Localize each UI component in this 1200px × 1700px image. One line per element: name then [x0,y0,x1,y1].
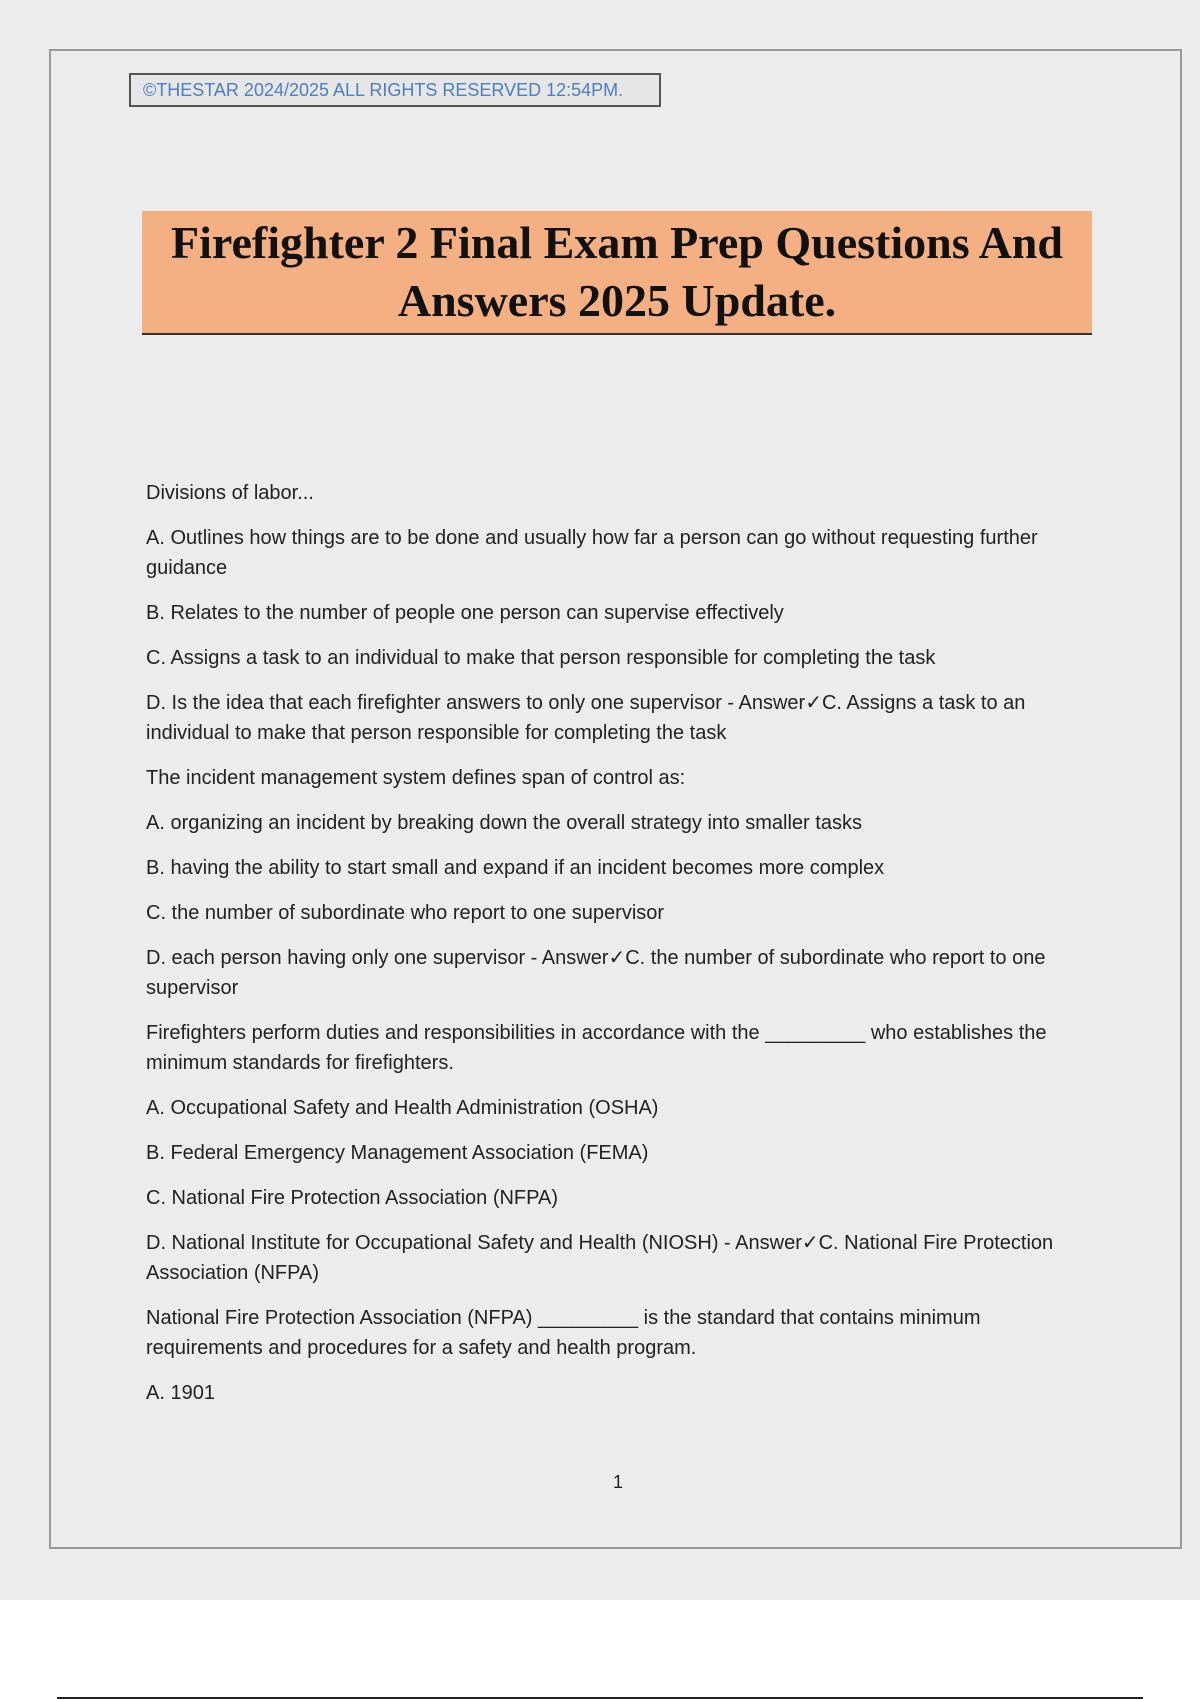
answer-option-with-answer: D. Is the idea that each firefighter answers to only one supervisor - Answer✓C. Assigns a task to an individual to make that person responsible for completing the task [146,692,1026,744]
answer-option: A. Outlines how things are to be done and usually how far a person can go without requesting further guidance [146,527,1038,579]
answer-option-with-answer: D. National Institute for Occupational Safety and Health (NIOSH) - Answer✓C. National Fire Protection Association (NFPA) [146,1232,1054,1284]
answer-option: C. Assigns a task to an individual to make that person responsible for completing the task [146,647,936,669]
question-prompt: Divisions of labor... [146,482,314,504]
answer-option: A. organizing an incident by breaking down the overall strategy into smaller tasks [146,812,862,834]
answer-option: A. 1901 [146,1382,215,1404]
answer-option-with-answer: D. each person having only one supervisor - Answer✓C. the number of subordinate who report to one supervisor [146,947,1046,999]
page-number: 1 [612,1472,623,1492]
answer-option: B. Relates to the number of people one person can supervise effectively [146,602,784,624]
bottom-divider [57,1697,1143,1699]
answer-option: B. Federal Emergency Management Association (FEMA) [146,1142,649,1164]
title-line-2: Answers 2025 Update. [397,275,837,326]
title-line-1: Firefighter 2 Final Exam Prep Questions And [171,217,1063,268]
answer-option: C. National Fire Protection Association (NFPA) [146,1187,559,1209]
answer-option: C. the number of subordinate who report to one supervisor [146,902,665,924]
answer-option: B. having the ability to start small and expand if an incident becomes more complex [146,857,885,879]
copyright-notice: ©THESTAR 2024/2025 ALL RIGHTS RESERVED 12:54PM. [129,73,661,107]
document-title [142,211,1092,335]
question-prompt: National Fire Protection Association (NFPA) _________ is the standard that contains minimum requirements and procedures for a safety and health program. [146,1307,981,1359]
question-prompt: Firefighters perform duties and responsibilities in accordance with the _________ who establishes the minimum standards for firefighters. [146,1022,1047,1074]
question-prompt: The incident management system defines span of control as: [146,767,686,789]
answer-option: A. Occupational Safety and Health Administration (OSHA) [146,1097,659,1119]
question-content [146,478,1101,1423]
